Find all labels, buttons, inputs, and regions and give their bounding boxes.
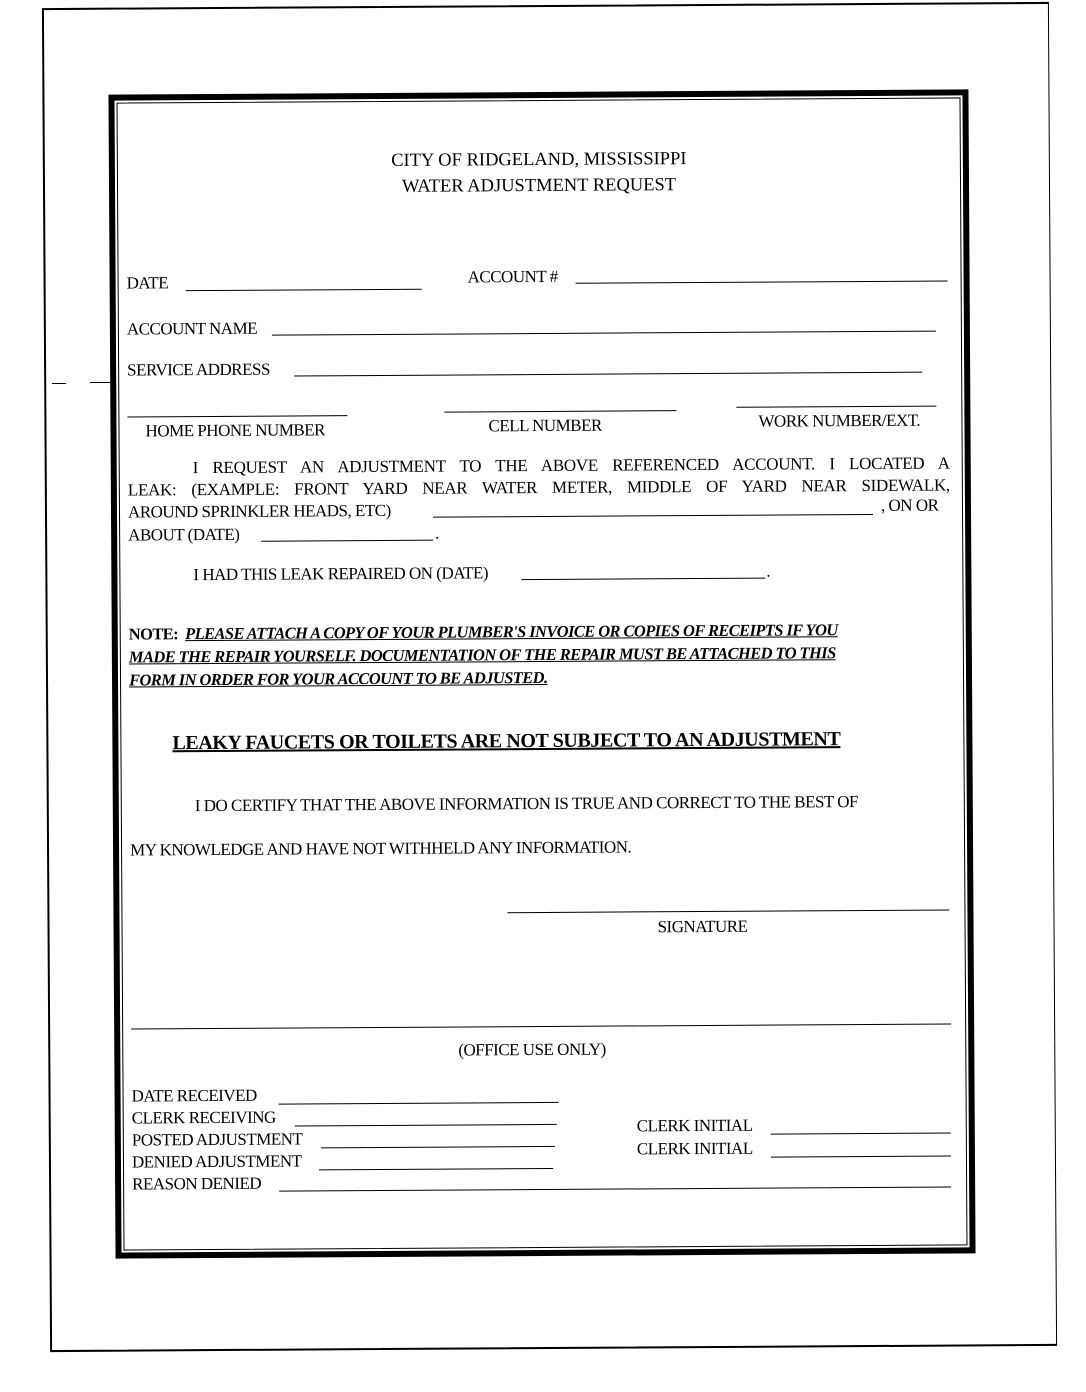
note-text-3: FORM IN ORDER FOR YOUR ACCOUNT TO BE ADJUSTED.	[128, 667, 548, 690]
repaired-date-label: I HAD THIS LEAK REPAIRED ON (DATE)	[193, 563, 489, 585]
note-text-2: MADE THE REPAIR YOURSELF. DOCUMENTATION OF THE REPAIR MUST BE ATTACHED TO THIS	[128, 643, 836, 667]
date-field[interactable]	[186, 289, 422, 291]
home-phone-field[interactable]	[127, 415, 347, 417]
cell-number-field[interactable]	[444, 410, 676, 412]
request-text-line-2: LEAK: (EXAMPLE: FRONT YARD NEAR WATER METER, MIDDLE OF YARD NEAR SIDEWALK,	[127, 475, 950, 500]
request-text-about-date: ABOUT (DATE)	[128, 524, 240, 545]
clerk-initial-field-1[interactable]	[771, 1133, 951, 1135]
office-use-divider	[131, 1024, 951, 1030]
clerk-initial-label-1: CLERK INITIAL	[636, 1115, 753, 1136]
leak-date-field[interactable]	[261, 540, 433, 542]
date-received-field[interactable]	[279, 1102, 559, 1105]
office-use-heading: (OFFICE USE ONLY)	[458, 1039, 606, 1060]
request-period: .	[435, 523, 439, 543]
clerk-receiving-label: CLERK RECEIVING	[131, 1107, 276, 1128]
signature-field[interactable]	[507, 910, 949, 914]
clerk-initial-label-2: CLERK INITIAL	[636, 1138, 753, 1159]
certify-line-2: MY KNOWLEDGE AND HAVE NOT WITHHELD ANY INFORMATION.	[130, 837, 632, 860]
account-number-field[interactable]	[576, 281, 948, 284]
account-name-field[interactable]	[272, 331, 936, 336]
note-line-3	[129, 668, 548, 690]
certify-line-1: I DO CERTIFY THAT THE ABOVE INFORMATION IS TRUE AND CORRECT TO THE BEST OF	[194, 792, 858, 816]
repaired-date-field[interactable]	[521, 578, 765, 580]
reason-denied-field[interactable]	[279, 1187, 951, 1192]
service-address-label: SERVICE ADDRESS	[127, 359, 270, 380]
note-line-2	[129, 643, 836, 666]
note-line-1	[129, 620, 838, 643]
repaired-period: .	[766, 561, 771, 581]
leaky-faucets-warning: LEAKY FAUCETS OR TOILETS ARE NOT SUBJECT TO AN ADJUSTMENT	[172, 728, 841, 755]
request-text-line-1: I REQUEST AN ADJUSTMENT TO THE ABOVE REFERENCED ACCOUNT. I LOCATED A	[192, 453, 950, 478]
leak-location-field[interactable]	[433, 514, 873, 518]
cell-number-label: CELL NUMBER	[488, 415, 602, 436]
date-received-label: DATE RECEIVED	[131, 1085, 257, 1106]
signature-label: SIGNATURE	[657, 916, 748, 937]
home-phone-label: HOME PHONE NUMBER	[145, 420, 326, 441]
denied-adjustment-label: DENIED ADJUSTMENT	[131, 1151, 302, 1172]
city-heading: CITY OF RIDGELAND, MISSISSIPPI	[391, 149, 687, 171]
form-border	[108, 89, 975, 1258]
account-name-label: ACCOUNT NAME	[126, 318, 258, 339]
clerk-initial-field-2[interactable]	[771, 1156, 951, 1158]
form-title: WATER ADJUSTMENT REQUEST	[401, 175, 677, 197]
request-text-line-3: AROUND SPRINKLER HEADS, ETC)	[127, 500, 391, 522]
clerk-receiving-field[interactable]	[295, 1124, 557, 1127]
posted-adjustment-label: POSTED ADJUSTMENT	[131, 1129, 303, 1150]
form-content	[114, 95, 969, 1252]
posted-adjustment-field[interactable]	[321, 1146, 555, 1148]
date-label: DATE	[126, 273, 169, 293]
reason-denied-label: REASON DENIED	[132, 1173, 262, 1194]
denied-adjustment-field[interactable]	[319, 1168, 553, 1170]
note-text-1: PLEASE ATTACH A COPY OF YOUR PLUMBER'S INVOICE OR COPIES OF RECEIPTS IF YOU	[185, 620, 838, 644]
request-text-on-or: , ON OR	[880, 495, 939, 515]
scan-artifact-mark	[52, 383, 66, 384]
work-number-label: WORK NUMBER/EXT.	[758, 410, 921, 431]
work-number-field[interactable]	[736, 406, 936, 408]
service-address-field[interactable]	[294, 372, 922, 377]
note-label: NOTE:	[128, 624, 179, 644]
account-number-label: ACCOUNT #	[467, 266, 558, 287]
